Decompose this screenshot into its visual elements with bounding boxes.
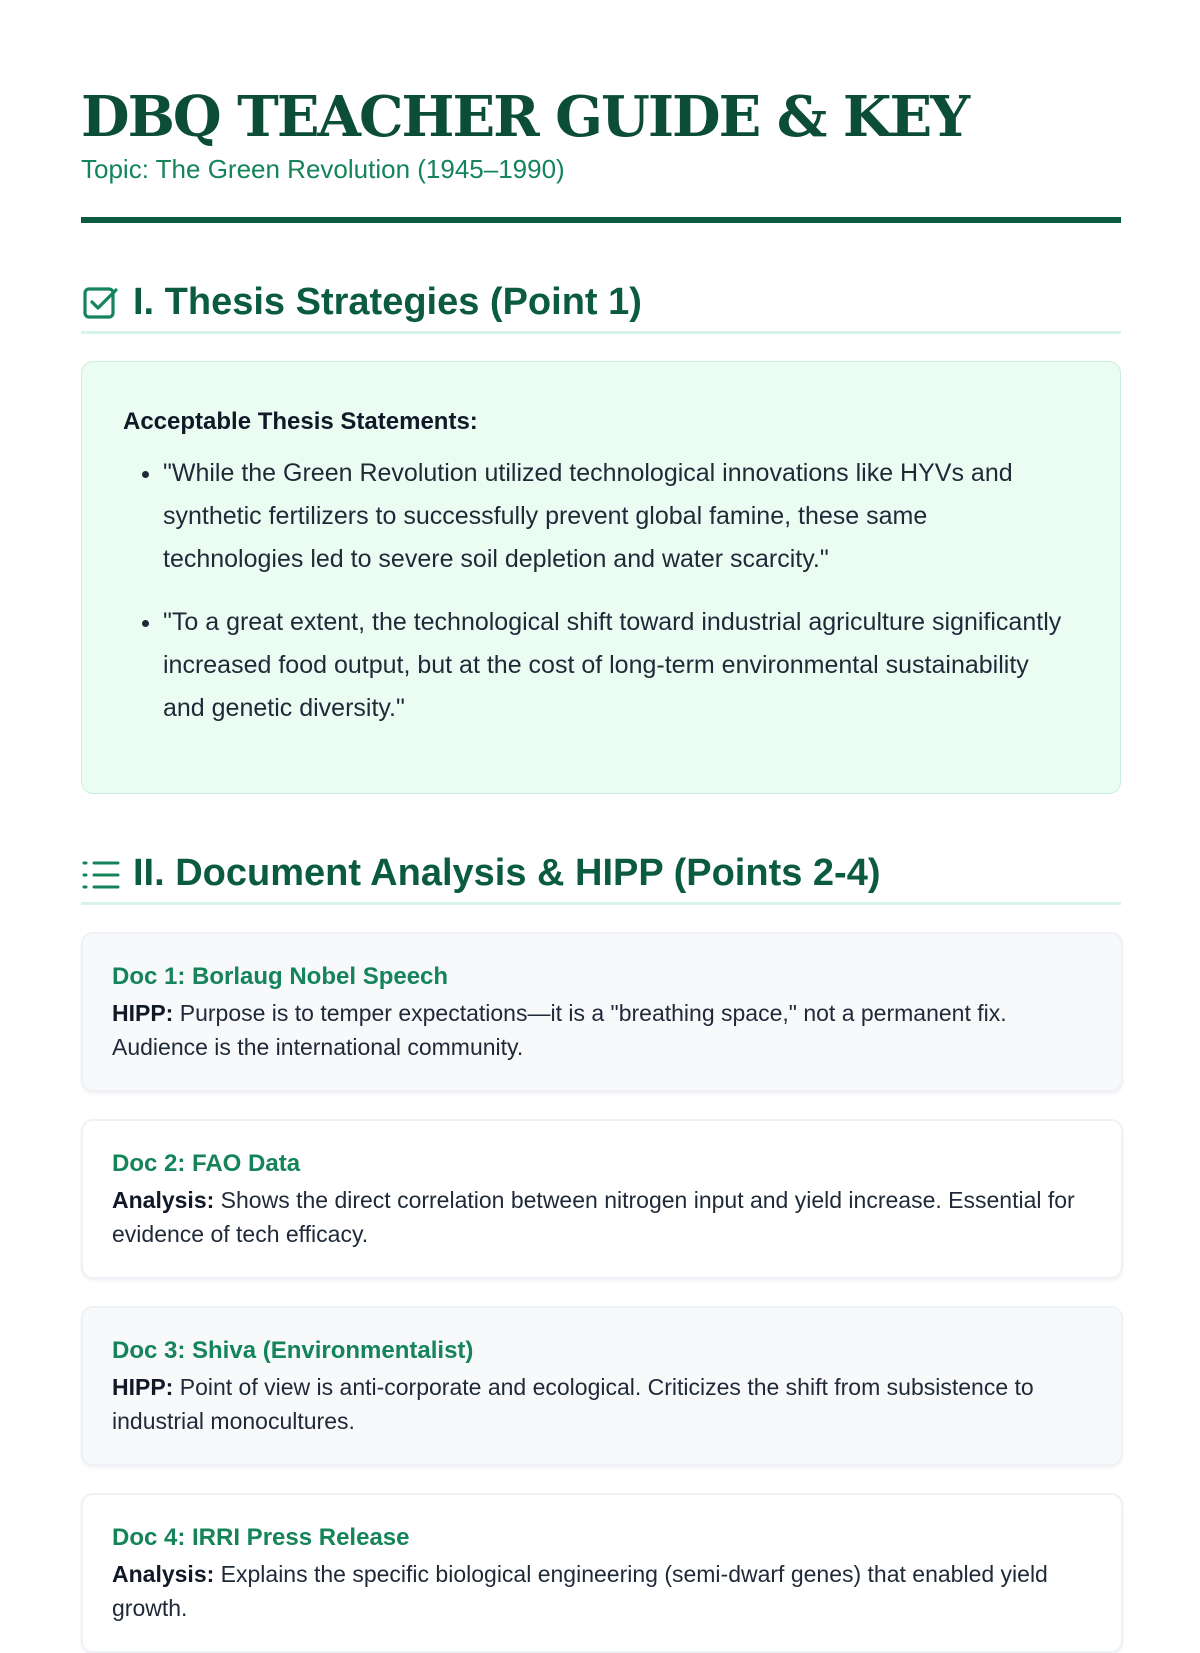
- checkbox-icon: [81, 283, 121, 323]
- doc-card-title: Doc 2: FAO Data: [112, 1150, 301, 1177]
- doc-card-text: Shows the direct correlation between nitrogen input and yield increase. Essential for evidence of tech efficacy.: [112, 1187, 1075, 1247]
- page-title: DBQ TEACHER GUIDE & KEY: [81, 84, 969, 150]
- doc-card-label: Analysis:: [112, 1561, 215, 1587]
- doc-card-body: [112, 996, 1102, 1064]
- thesis-box: [81, 361, 1121, 794]
- doc-card-title: Doc 3: Shiva (Environmentalist): [112, 1337, 474, 1364]
- thesis-box-label: Acceptable Thesis Statements:: [123, 408, 478, 435]
- doc-card-4: [81, 1493, 1123, 1653]
- doc-card-body: [112, 1557, 1102, 1625]
- section-thesis-title: I. Thesis Strategies (Point 1): [133, 281, 642, 323]
- page-subtitle: Topic: The Green Revolution (1945–1990): [81, 154, 565, 184]
- doc-card-label: Analysis:: [112, 1187, 215, 1213]
- title-divider: [81, 217, 1121, 223]
- doc-card-text: Purpose is to temper expectations—it is a "breathing space," not a permanent fix. Audience is the international community.: [112, 1000, 1007, 1060]
- list-icon: [81, 854, 121, 894]
- doc-card-body: [112, 1183, 1102, 1251]
- doc-card-1: [81, 932, 1123, 1092]
- doc-card-title: Doc 1: Borlaug Nobel Speech: [112, 963, 449, 990]
- section-docs-title: II. Document Analysis & HIPP (Points 2-4): [133, 852, 881, 894]
- doc-card-text: Explains the specific biological engineering (semi-dwarf genes) that enabled yield growth.: [112, 1561, 1048, 1621]
- doc-card-title: Doc 4: IRRI Press Release: [112, 1524, 410, 1551]
- section-docs-heading: [81, 848, 1121, 905]
- thesis-item: • "While the Green Revolution utilized technological innovations like HYVs and synthetic fertilizers to successfully prevent global famine, these same technologies led to severe soil depletion and water scarcity.": [163, 452, 1063, 581]
- section-thesis-heading: [81, 277, 1121, 334]
- doc-card-body: [112, 1370, 1102, 1438]
- thesis-item: • "To a great extent, the technological shift toward industrial agriculture significantly increased food output, but at the cost of long-term environmental sustainability and genetic diversity.": [163, 601, 1063, 730]
- doc-card-3: [81, 1306, 1123, 1466]
- thesis-list: [82, 452, 1063, 750]
- doc-card-label: HIPP:: [112, 1000, 174, 1026]
- doc-card-text: Point of view is anti-corporate and ecological. Criticizes the shift from subsistence to industrial monocultures.: [112, 1374, 1034, 1434]
- doc-card-label: HIPP:: [112, 1374, 174, 1400]
- doc-card-2: [81, 1119, 1123, 1279]
